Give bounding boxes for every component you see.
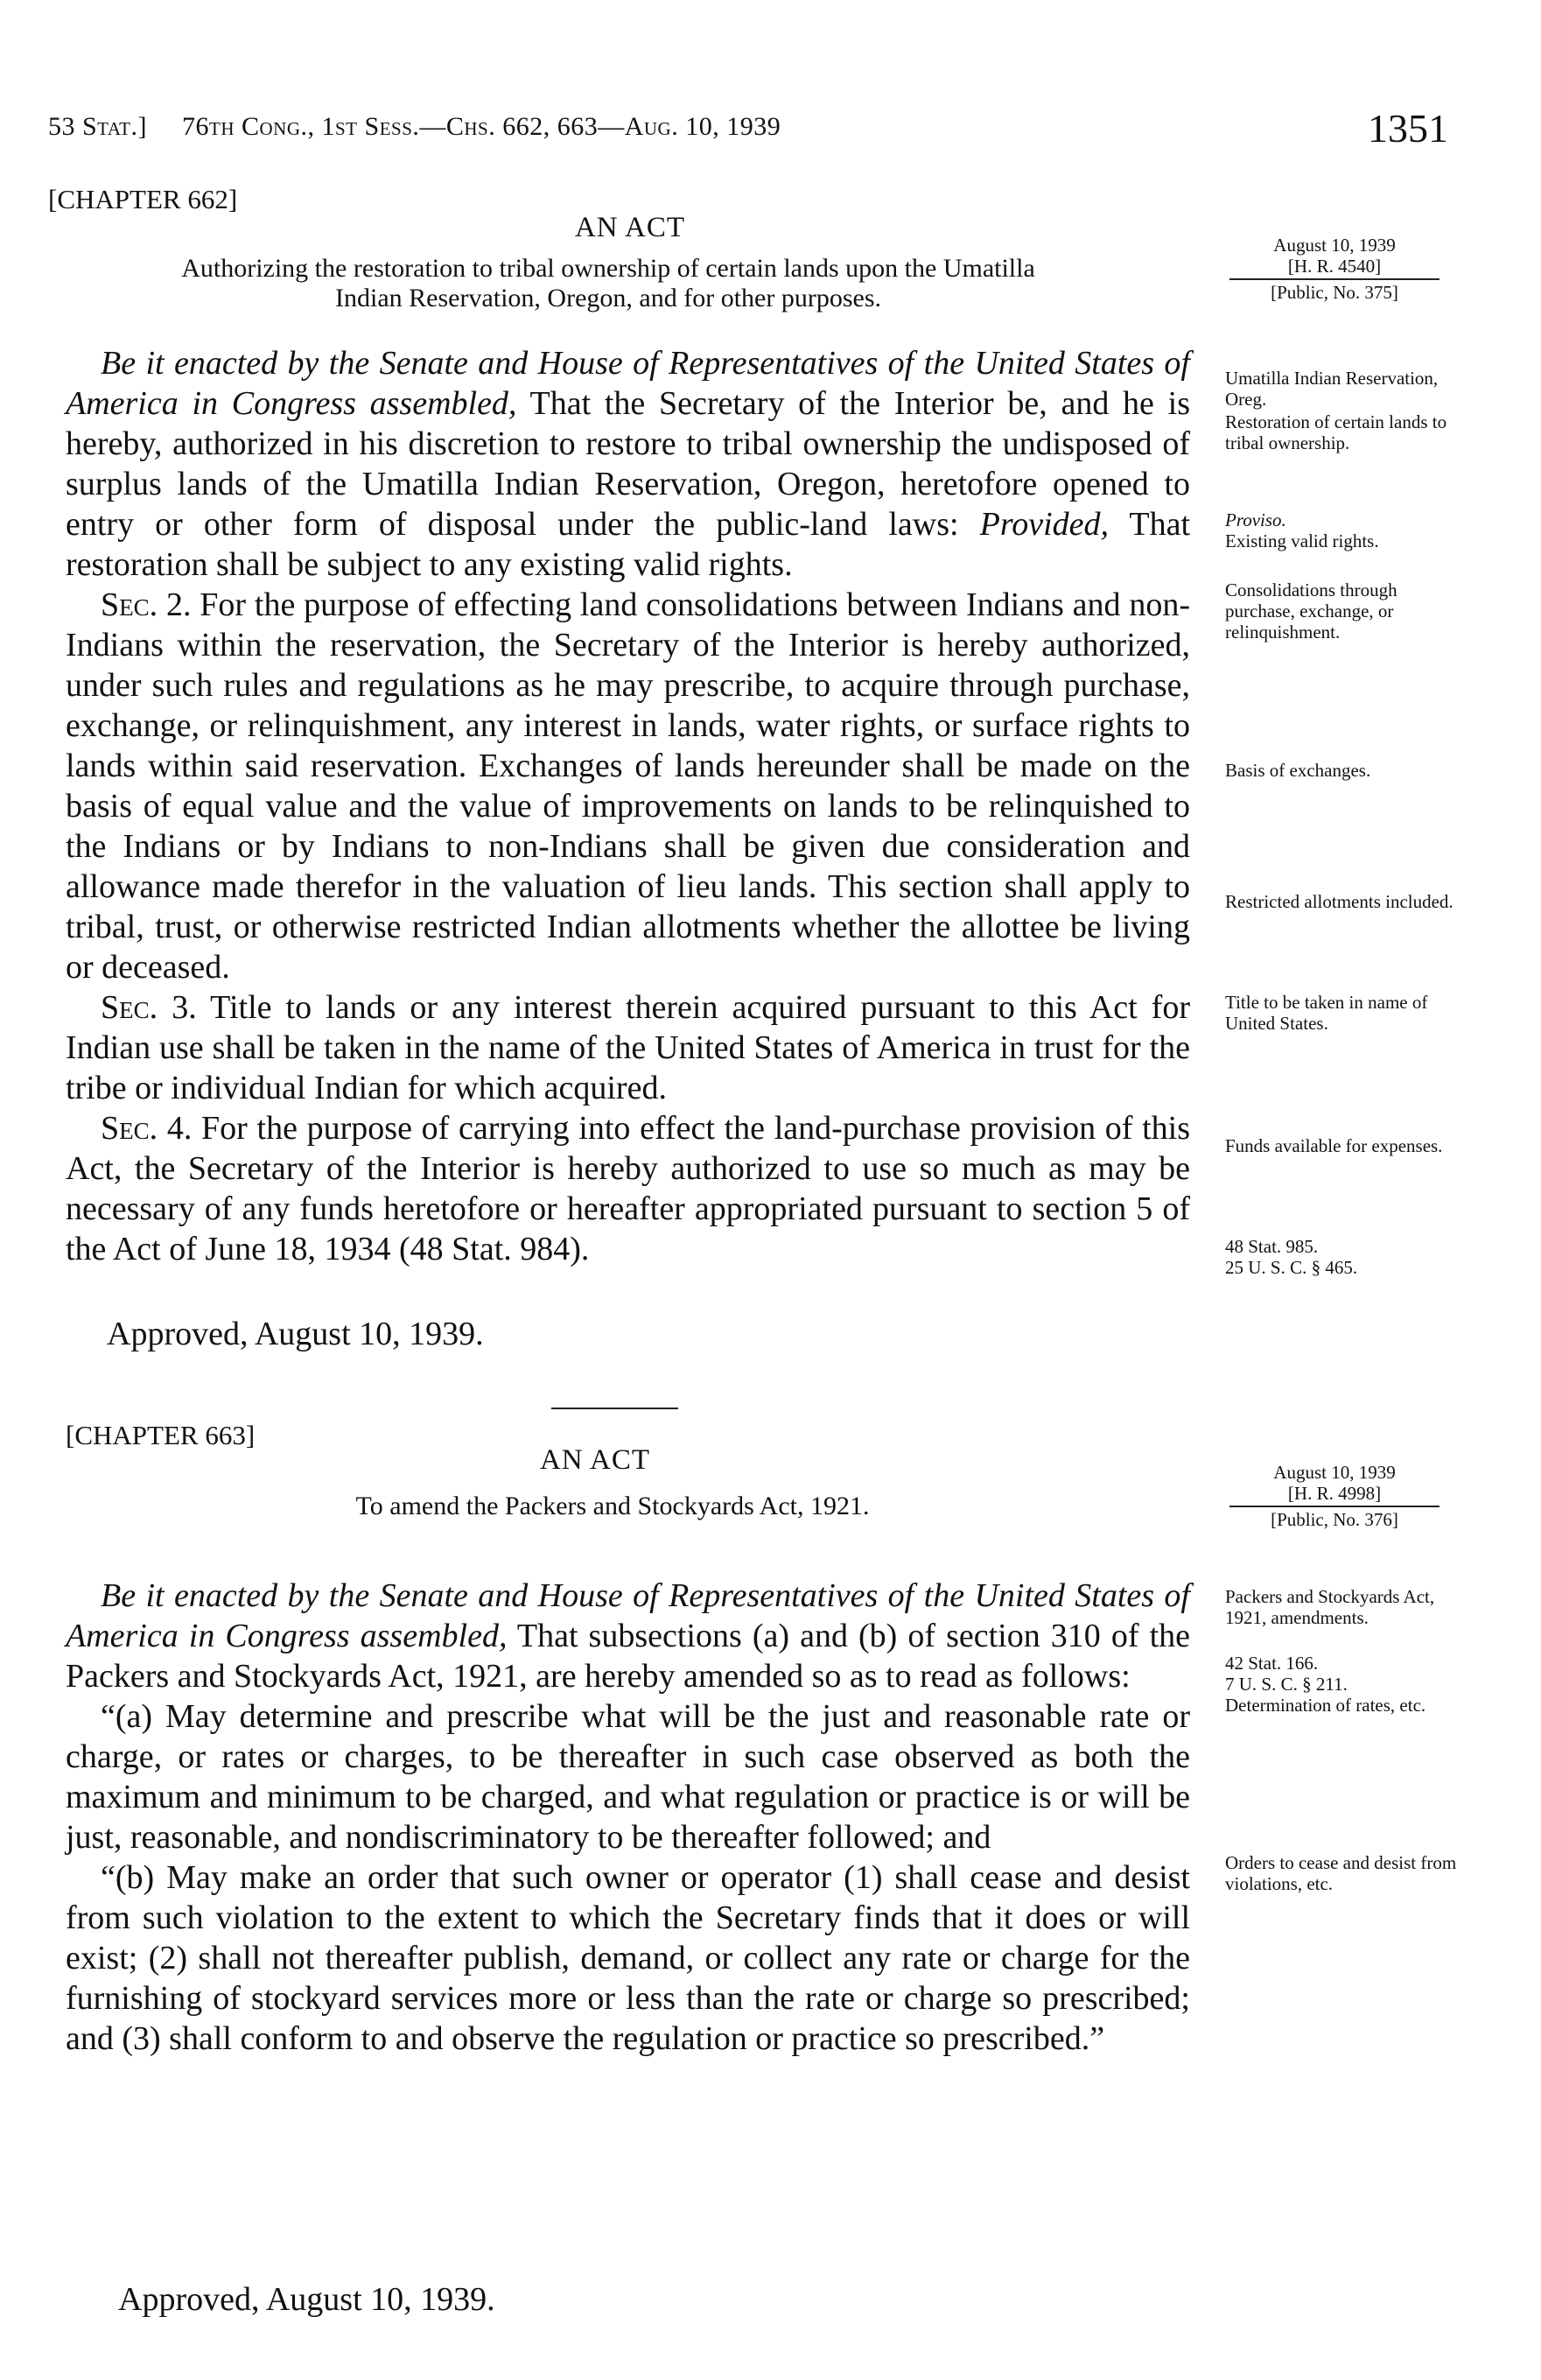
bill-number: [H. R. 4998] bbox=[1287, 1483, 1382, 1504]
volume-citation: 53 Stat.] bbox=[48, 112, 147, 141]
section-4 bbox=[66, 1108, 1190, 1269]
divider bbox=[1229, 1506, 1439, 1507]
chapter-663-purpose: To amend the Packers and Stockyards Act, 1921. bbox=[355, 1492, 870, 1520]
enacting-clause: Be it enacted by the Senate and House of Representatives of the United States of America in Congress assembled, bbox=[66, 1577, 1190, 1654]
section-1 bbox=[66, 343, 1190, 585]
approval-date: August 10, 1939 bbox=[1273, 1462, 1396, 1483]
running-head bbox=[48, 106, 1448, 156]
chapter-662-bill-info bbox=[1221, 235, 1448, 303]
paragraph-a: “(a) May determine and prescribe what will be the just and reasonable rate or charge, or rates or charges, to be thereafter in such case observed as both the maximum and minimum to be charged, and what regulation or practice is or will be just, reasonable, and nondiscriminatory to be thereafter followed; and bbox=[66, 1698, 1190, 1856]
section-4-label: Sec. 4. bbox=[101, 1110, 193, 1147]
section-4-text: For the purpose of carrying into effect the land-purchase provision of this Act, the Secretary of the Interior is hereby authorized to use so much as may be necessary of any funds heretofore or hereafter appropriated pursuant to section 5 of the Act of June 18, 1934 (48 Stat. 984). bbox=[66, 1110, 1191, 1267]
chapter-662-act-title: AN ACT bbox=[574, 212, 686, 243]
proviso-word: Provided, bbox=[979, 506, 1109, 543]
note-cease-desist: Orders to cease and desist from violations, etc. bbox=[1225, 1852, 1457, 1894]
citation-usc: 25 U. S. C. § 465. bbox=[1225, 1257, 1358, 1278]
note-packers-amendments: Packers and Stockyards Act, 1921, amendments. bbox=[1225, 1586, 1435, 1628]
note-42-stat: 42 Stat. 166. bbox=[1225, 1653, 1319, 1674]
chapter-662-purpose bbox=[26, 254, 1190, 313]
note-funds-available: Funds available for expenses. bbox=[1225, 1135, 1443, 1156]
enacting-clause: Be it enacted by the Senate and House of Representatives of the United States of America in Congress assembled, bbox=[66, 345, 1190, 422]
note-consolidations: Consolidations through purchase, exchange, or relinquishment. bbox=[1225, 579, 1397, 642]
section-2 bbox=[66, 585, 1190, 987]
chapter-663-bill-info bbox=[1221, 1462, 1448, 1530]
chapter-662-text bbox=[66, 343, 1190, 1269]
chapter-separator bbox=[551, 1408, 678, 1409]
note-restoration: Restoration of certain lands to tribal ownership. bbox=[1225, 411, 1447, 453]
citation-stat: 48 Stat. 985. bbox=[1225, 1236, 1319, 1257]
paragraph-b: “(b) May make an order that such owner or operator (1) shall cease and desist from such violation to the extent to which the Secretary finds that it does or will exist; (2) shall not thereafter publish, demand, or collect any rate or charge for the furnishing of stockyard services more or less than the rate or charge so prescribed; and (3) shall conform to and observe the regulation or practice so prescribed.” bbox=[66, 1859, 1190, 2057]
existing-rights: Existing valid rights. bbox=[1225, 530, 1379, 551]
note-restricted-allotments: Restricted allotments included. bbox=[1225, 891, 1453, 912]
chapter-663-approved: Approved, August 10, 1939. bbox=[118, 2281, 495, 2318]
session-citation: 76th Cong., 1st Sess.—Chs. 662, 663—Aug. 10, 1939 bbox=[182, 112, 781, 141]
chapter-662-approved: Approved, August 10, 1939. bbox=[107, 1316, 484, 1352]
note-citations bbox=[1225, 1236, 1470, 1278]
purpose-line-2: Indian Reservation, Oregon, and for other purposes. bbox=[335, 284, 881, 312]
page-number: 1351 bbox=[1368, 106, 1448, 151]
bill-number: [H. R. 4540] bbox=[1287, 256, 1382, 277]
chapter-663-act-title: AN ACT bbox=[539, 1444, 651, 1476]
enacting-paragraph bbox=[66, 1576, 1190, 1696]
proviso-label: Proviso. bbox=[1225, 509, 1286, 530]
section-1-proviso: That restoration shall be subject to any existing valid rights. bbox=[66, 506, 1191, 583]
note-7-usc: 7 U. S. C. § 211. bbox=[1225, 1674, 1348, 1695]
section-3 bbox=[66, 987, 1190, 1108]
section-2-text: For the purpose of effecting land consolidations between Indians and non-Indians within the reservation, the Secretary of the Interior is hereby authorized, under such rules and regulations as he may prescribe, to acquire through purchase, exchange, or relinquishment, any interest in lands, water rights, or surface rights to lands within said reservation. Exchanges of lands hereunder shall be made on the basis of equal value and the value of improvements on lands to be relinquished to the Indians or by Indians to non-Indians shall be given due consideration and allowance made therefor in the valuation of lieu lands. This section shall apply to tribal, trust, or otherwise restricted Indian allotments whether the allottee be living or deceased. bbox=[66, 586, 1190, 986]
public-law-number: [Public, No. 376] bbox=[1271, 1509, 1398, 1530]
note-title-united-states: Title to be taken in name of United States. bbox=[1225, 992, 1428, 1034]
intro-text: That subsections (a) and (b) of section 310 of the Packers and Stockyards Act, 1921, are hereby amended so as to read as follows: bbox=[66, 1618, 1190, 1695]
chapter-663-text bbox=[66, 1576, 1190, 2059]
note-basis-exchanges: Basis of exchanges. bbox=[1225, 760, 1371, 781]
chapter-663-label: [CHAPTER 663] bbox=[66, 1420, 256, 1450]
chapter-662-label: [CHAPTER 662] bbox=[48, 184, 238, 214]
note-umatilla: Umatilla Indian Reservation, Oreg. bbox=[1225, 368, 1439, 410]
public-law-number: [Public, No. 375] bbox=[1271, 282, 1398, 303]
note-determination-rates: Determination of rates, etc. bbox=[1225, 1695, 1426, 1716]
divider bbox=[1229, 278, 1439, 280]
running-head-left bbox=[48, 112, 781, 142]
section-3-text: Title to lands or any interest therein acquired pursuant to this Act for Indian use shall be taken in the name of the United States of America in trust for the tribe or individual Indian for which acquired. bbox=[66, 989, 1190, 1106]
purpose-line-1: Authorizing the restoration to tribal ownership of certain lands upon the Umatilla bbox=[181, 254, 1035, 283]
section-2-label: Sec. 2. bbox=[101, 586, 192, 623]
section-3-label: Sec. 3. bbox=[101, 989, 197, 1026]
note-proviso bbox=[1225, 509, 1470, 551]
approval-date: August 10, 1939 bbox=[1273, 235, 1396, 256]
section-1-text: That the Secretary of the Interior be, and he is hereby, authorized in his discretion to restore to tribal ownership the undisposed of surplus lands of the Umatilla Indian Reservation, Oregon, heretofore opened to entry or other form of disposal under the public-land laws: bbox=[66, 385, 1190, 543]
